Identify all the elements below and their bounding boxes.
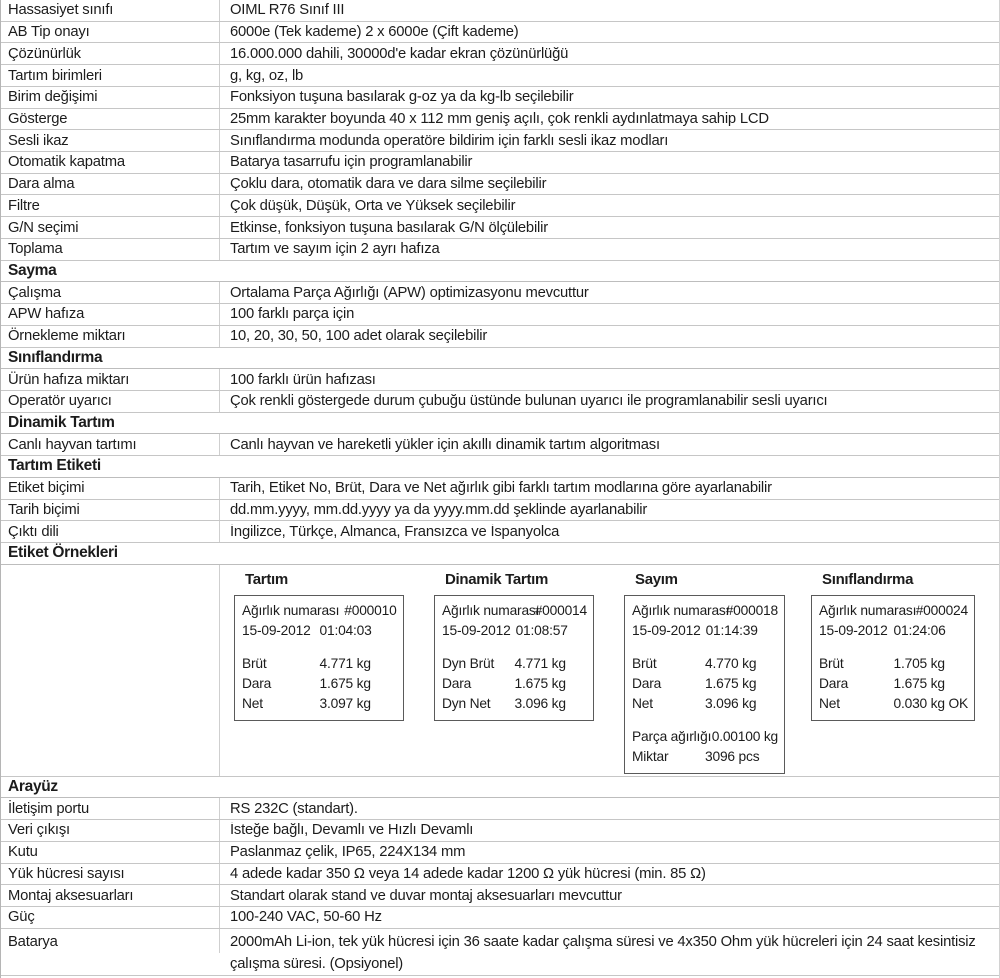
section-header-label: Arayüz [8,778,58,796]
spec-row [1,304,999,326]
spec-row-label: APW hafıza [1,304,220,325]
spec-row-label: Çalışma [1,282,220,303]
spec-row-label: Çıktı dili [1,521,220,542]
label-line-key: Brüt [632,655,657,671]
spec-row-value: Çoklu dara, otomatik dara ve dara silme seçilebilir [230,176,547,193]
section-header [1,456,999,478]
label-card [234,570,404,721]
label-line-value: 4.771 kg [514,655,566,671]
label-line-value: 1.675 kg [893,675,945,691]
spec-row-value: Batarya tasarrufu için programlanabilir [230,154,473,171]
label-line [632,601,778,621]
spec-row [1,217,999,239]
spec-row [1,820,999,842]
section-header-label: Sınıflandırma [8,348,103,366]
section-header-label: Sayma [8,261,57,279]
label-line-value: 1.705 kg [893,655,945,671]
spec-row-value: 100-240 VAC, 50-60 Hz [230,909,382,926]
label-line-value: 01:24:06 [893,622,946,638]
label-line-key: Ağırlık numarası [442,602,540,618]
label-line-value: 1.675 kg [705,675,757,691]
label-line [442,621,587,641]
spec-table-rows [1,0,999,976]
spec-row [1,842,999,864]
spec-row-value: Çok renkli göstergede durum çubuğu üstünde bulunan uyarıcı ile programlanabilir sesli uyarıcı [230,393,828,410]
label-line-key: 15-09-2012 [632,622,701,638]
spec-row-value: 16.000.000 dahili, 30000d'e kadar ekran çözünürlüğü [230,45,569,62]
label-line [819,654,968,674]
label-line-key: Ağırlık numarası [819,602,917,618]
label-card-title: Dinamik Tartım [445,570,549,588]
spec-row [1,798,999,820]
spec-row-value: OIML R76 Sınıf III [230,2,345,19]
spec-row-value: g, kg, oz, lb [230,67,304,84]
label-card-title: Sınıflandırma [822,570,914,588]
spec-row [1,929,999,976]
label-line-value: 01:04:03 [319,622,372,638]
spec-row [1,478,999,500]
spec-row-value: RS 232C (standart). [230,800,358,817]
label-line-key: Ağırlık numarası [242,602,340,618]
label-line-value: 4.771 kg [319,655,371,671]
label-blank-line [242,641,397,654]
label-line [819,674,968,694]
spec-row [1,369,999,391]
label-line-key: Dara [632,675,662,691]
spec-row-value: 4 adede kadar 350 Ω veya 14 adede kadar 1200 Ω yük hücresi (min. 85 Ω) [230,865,706,882]
label-blank-line [632,641,778,654]
spec-row-value: İngilizce, Türkçe, Almanca, Fransızca ve İspanyolca [230,523,560,540]
spec-row-label: Batarya [1,929,220,953]
section-header [1,348,999,370]
spec-row-label: Dara alma [1,174,220,195]
spec-row-value: dd.mm.yyyy, mm.dd.yyyy ya da yyyy.mm.dd şeklinde ayarlanabilir [230,501,648,518]
spec-row-label: Gösterge [1,109,220,130]
spec-row-value: Standart olarak stand ve duvar montaj aksesuarları mevcuttur [230,887,622,904]
spec-row [1,239,999,261]
spec-row [1,195,999,217]
label-line [632,654,778,674]
spec-row-label: Ürün hafıza miktarı [1,369,220,390]
spec-row [1,907,999,929]
spec-row [1,174,999,196]
spec-row [1,885,999,907]
label-line-value: 01:14:39 [705,622,758,638]
label-line [442,674,587,694]
spec-row [1,0,999,22]
spec-row-label: Montaj aksesuarları [1,885,220,906]
spec-row-label: Operatör uyarıcı [1,391,220,412]
spec-row-value: Ortalama Parça Ağırlığı (APW) optimizasyonu mevcuttur [230,284,589,301]
label-line-value: 3096 pcs [705,748,760,764]
label-line-value: 3.096 kg [705,695,757,711]
section-header-label: Tartım Etiketi [8,457,101,475]
label-line-key: Dyn Brüt [442,655,495,671]
label-line-key: Dyn Net [442,695,491,711]
spec-row-label: Tarih biçimi [1,500,220,521]
label-line [632,694,778,714]
label-examples-row [1,565,999,777]
label-line-key: Net [632,695,653,711]
label-line-key: 15-09-2012 [819,622,888,638]
label-line [242,654,397,674]
label-line-key: Dara [242,675,272,691]
label-line-value: 0.00100 kg [711,728,778,744]
spec-row [1,864,999,886]
label-line-value: 3.097 kg [319,695,371,711]
spec-row-label: Sesli ikaz [1,130,220,151]
label-line [632,727,778,747]
spec-row-value: Tartım ve sayım için 2 ayrı hafıza [230,241,440,258]
spec-row-value: 6000e (Tek kademe) 2 x 6000e (Çift kademe) [230,24,519,41]
label-box [811,595,975,721]
label-line [242,621,397,641]
label-card-title: Sayım [635,570,678,588]
spec-row-value: 25mm karakter boyunda 40 x 112 mm geniş açılı, çok renkli aydınlatmaya sahip LCD [230,110,769,127]
spec-row-value: Paslanmaz çelik, IP65, 224X134 mm [230,844,466,861]
section-header [1,777,999,799]
spec-row [1,109,999,131]
label-card-title: Tartım [245,570,288,588]
label-line-value: 1.675 kg [319,675,371,691]
spec-row-value: 10, 20, 30, 50, 100 adet olarak seçilebilir [230,328,488,345]
spec-row [1,22,999,44]
label-line-key: Dara [442,675,472,691]
section-header [1,543,999,565]
section-header [1,413,999,435]
label-line-value: #000010 [344,602,397,618]
label-line-key: 15-09-2012 [242,622,311,638]
spec-row-value: 100 farklı parça için [230,306,355,323]
spec-row-label: Çözünürlük [1,43,220,64]
label-line-value: 3.096 kg [514,695,566,711]
label-line [442,694,587,714]
label-line [819,601,968,621]
spec-row [1,65,999,87]
label-line-key: 15-09-2012 [442,622,511,638]
label-line-value: 0.030 kg OK [893,695,968,711]
label-card [811,570,975,721]
spec-row-value: Etkinse, fonksiyon tuşuna basılarak G/N ölçülebilir [230,219,548,236]
label-box [234,595,404,721]
label-blank-line [819,641,968,654]
label-line [632,674,778,694]
label-card [624,570,785,774]
label-card [434,570,594,721]
label-line-value: #000014 [534,602,587,618]
label-line [442,654,587,674]
label-line [819,621,968,641]
label-line [632,747,778,767]
label-line-key: Brüt [819,655,844,671]
spec-row-label: Veri çıkışı [1,820,220,841]
spec-row-value: İsteğe bağlı, Devamlı ve Hızlı Devamlı [230,822,474,839]
spec-row-value: Fonksiyon tuşuna basılarak g-oz ya da kg-lb seçilebilir [230,89,574,106]
label-line [442,601,587,621]
spec-row-label: AB Tip onayı [1,22,220,43]
spec-row-label: Filtre [1,195,220,216]
label-box [434,595,594,721]
spec-row-label: Tartım birimleri [1,65,220,86]
section-header [1,261,999,283]
label-line-key: Brüt [242,655,267,671]
section-header-label: Dinamik Tartım [8,414,115,432]
label-line-value: 4.770 kg [705,655,757,671]
spec-row [1,500,999,522]
label-line-value: #000018 [725,602,778,618]
spec-row [1,43,999,65]
spec-row [1,326,999,348]
label-line-value: 01:08:57 [515,622,568,638]
label-line-key: Parça ağırlığı [632,728,712,744]
spec-row-label: Hassasiyet sınıfı [1,0,220,21]
label-line-key: Dara [819,675,849,691]
spec-row-label: Birim değişimi [1,87,220,108]
spec-row-label: Yük hücresi sayısı [1,864,220,885]
label-blank-line [442,641,587,654]
spec-row [1,130,999,152]
label-line-key: Net [819,695,840,711]
spec-row-label: Kutu [1,842,220,863]
spec-row [1,434,999,456]
label-examples-area [220,565,999,776]
spec-row-value: Sınıflandırma modunda operatöre bildirim için farklı sesli ikaz modları [230,132,669,149]
label-line [242,694,397,714]
spec-row [1,521,999,543]
spec-row-label: İletişim portu [1,798,220,819]
spec-row-label: Etiket biçimi [1,478,220,499]
spec-row-value: Canlı hayvan ve hareketli yükler için akıllı dinamik tartım algoritması [230,436,660,453]
label-line-key: Ağırlık numarası [632,602,730,618]
label-line-key: Miktar [632,748,669,764]
spec-row-label: Örnekleme miktarı [1,326,220,347]
spec-row [1,152,999,174]
label-line [632,621,778,641]
spec-row-label: Toplama [1,239,220,260]
spec-row-value: 2000mAh Li-ion, tek yük hücresi için 36 saate kadar çalışma süresi ve 4x350 Ohm yük hücreleri için 24 saat kesintisiz çalışma süresi. (Opsiyonel) [230,933,976,972]
label-blank-line [632,714,778,727]
spec-row-value: Tarih, Etiket No, Brüt, Dara ve Net ağırlık gibi farklı tartım modlarına göre ayarlanabilir [230,480,772,497]
spec-row-label: Otomatik kapatma [1,152,220,173]
label-box [624,595,785,774]
label-line [819,694,968,714]
label-examples-empty-cell [1,565,220,776]
label-line [242,674,397,694]
spec-row-label: Canlı hayvan tartımı [1,434,220,455]
spec-row [1,87,999,109]
label-line [242,601,397,621]
spec-row-label: Güç [1,907,220,928]
spec-row [1,282,999,304]
label-line-value: #000024 [915,602,968,618]
label-line-key: Net [242,695,263,711]
spec-row-label: G/N seçimi [1,217,220,238]
spec-row [1,391,999,413]
spec-row-value: 100 farklı ürün hafızası [230,371,376,388]
label-line-value: 1.675 kg [514,675,566,691]
spec-row-value: Çok düşük, Düşük, Orta ve Yüksek seçilebilir [230,197,516,214]
section-header-label: Etiket Örnekleri [8,544,118,562]
